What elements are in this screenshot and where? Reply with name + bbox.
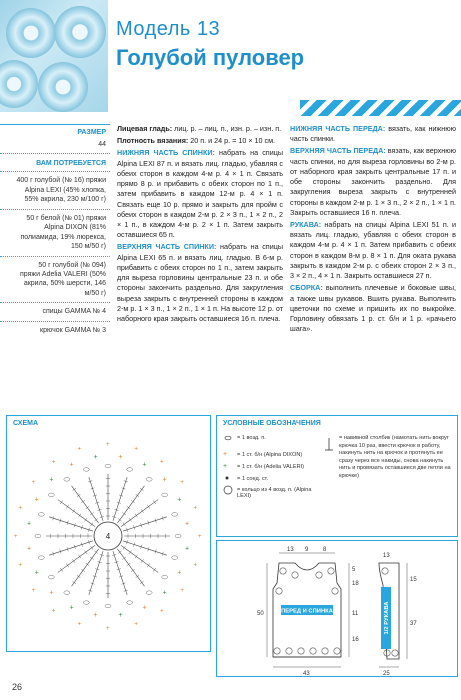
wrap-tick: [94, 551, 98, 554]
wrap-tick: [72, 581, 76, 584]
wrap-tick: [66, 564, 69, 568]
crochet-flower-image: [6, 8, 56, 58]
divider: [0, 171, 110, 172]
spoke-stitch: [58, 545, 95, 572]
wrap-tick: [140, 581, 144, 584]
section-label: НИЖНЯЯ ЧАСТЬ СПИНКИ:: [117, 148, 215, 158]
wrap-tick: [131, 569, 135, 572]
single-crochet-mark: +: [160, 608, 164, 615]
section-label: РУКАВА:: [290, 219, 322, 229]
wrap-tick: [90, 512, 94, 515]
spoke-stitch: [72, 486, 99, 523]
wrap-tick: [140, 488, 144, 491]
wrap-tick: [147, 564, 150, 568]
chain-stitch: [105, 464, 111, 468]
sc-dixon-icon: +: [223, 451, 228, 458]
materials-heading: ВАМ ПОТРЕБУЕТСЯ: [36, 160, 106, 168]
flower-position-mark: [328, 568, 334, 574]
material-item: 50 г белой (№ 01) пряжи Alpina DIXON (81% полиамида, 19% люрекса, 150 м/50 г): [20, 214, 106, 251]
wrap-tick: [118, 519, 122, 522]
wrap-tick: [91, 546, 94, 550]
single-crochet-mark: +: [51, 608, 56, 615]
single-crochet-mark: +: [14, 534, 18, 540]
crochet-schema-box: [6, 415, 211, 652]
wrap-tick: [77, 575, 81, 578]
ring-icon: [224, 486, 232, 494]
single-crochet-mark: +: [18, 562, 23, 569]
dim-label: 5: [352, 567, 356, 573]
instructions-column-2: [290, 124, 456, 336]
chain-stitch: [172, 556, 178, 560]
dim-label: 43: [303, 671, 310, 676]
chain-stitch: [38, 556, 44, 560]
wrap-tick: [129, 518, 132, 522]
section-text: вязать, как верхнюю часть спинки, но для выреза горловины во 2-м р. от наборного края закрыть центральные 17 п. и обе стороны закончить раздельно. Для закругления выреза закрыть с внутренней стороны в каждом 2-м р. 1 × 3 п., 2 × 2 п., 1 × 1 п. Закрыть оставшиеся 16 п. плеча.: [290, 146, 457, 217]
wrap-tick: [86, 506, 90, 509]
flower-position-mark: [334, 648, 340, 654]
single-crochet-mark: +: [77, 621, 82, 628]
single-crochet-mark: +: [185, 545, 190, 553]
legend-item: = кольцо из 4 возд. п. (Alpina LEXI): [237, 487, 312, 499]
wrap-tick: [141, 509, 144, 513]
chain-stitch: [175, 534, 181, 538]
chain-stitch: [146, 591, 152, 595]
dim-label: 37: [410, 621, 417, 627]
instructions-column-1: [117, 124, 283, 326]
dim-label: 11: [352, 611, 359, 617]
crochet-flower-image: [38, 62, 88, 112]
single-crochet-mark: +: [134, 446, 138, 453]
single-crochet-mark: +: [160, 459, 164, 466]
single-crochet-mark: +: [31, 479, 36, 486]
crochet-diagram: [7, 416, 210, 651]
legend-title: УСЛОВНЫЕ ОБОЗНАЧЕНИЯ: [223, 420, 321, 427]
term-text: 20 п. и 24 р. = 10 × 10 см.: [188, 136, 276, 146]
wrap-tick: [136, 575, 140, 578]
single-crochet-mark: +: [31, 588, 36, 595]
wrap-tick: [84, 518, 87, 522]
divider: [0, 153, 110, 154]
wrap-tick: [72, 559, 75, 563]
spoke-stitch: [72, 549, 99, 586]
chain-stitch: [105, 604, 111, 608]
section-label: ВЕРХНЯЯ ЧАСТЬ ПЕРЕДА:: [290, 146, 386, 156]
model-number: Модель 13: [116, 18, 221, 40]
dim-label: 8: [323, 547, 327, 553]
legend-item: = 1 возд. п.: [237, 435, 266, 441]
spoke-stitch: [121, 545, 158, 572]
chain-stitch: [127, 601, 133, 605]
legend-box: [216, 415, 458, 537]
chain-stitch: [172, 513, 178, 517]
crochet-flower-image: [54, 6, 106, 58]
chain-stitch: [64, 591, 70, 595]
dim-label: 13: [383, 553, 390, 559]
size-heading: РАЗМЕР: [77, 129, 106, 136]
single-crochet-mark: +: [69, 461, 74, 469]
spoke-stitch: [58, 500, 95, 527]
dim-label: 9: [305, 547, 309, 553]
legend-item: = 1 ст. б/н (Adelia VALERI): [237, 464, 305, 470]
divider: [0, 256, 110, 257]
pattern-schematic-box: [216, 540, 458, 677]
wrap-tick: [123, 522, 126, 526]
single-crochet-mark: +: [162, 476, 167, 484]
chain-stitch: [83, 601, 89, 605]
wrap-tick: [78, 514, 81, 518]
wrap-tick: [122, 557, 126, 560]
dim-label: 15: [410, 577, 417, 583]
wrap-tick: [78, 555, 81, 559]
single-crochet-mark: +: [77, 446, 82, 453]
wrap-tick: [136, 494, 140, 497]
flower-position-mark: [292, 572, 298, 578]
legend-note: = навивной столбик (намотать нить вокруг крючка 10 раз, ввести крючок в работу, накинуть нить на крючок и протянуть ее сразу через все накиды, снова накинуть нить и провязать оставшиеся две петли на крючке): [339, 435, 451, 479]
chain-stitch: [127, 468, 133, 472]
chain-stitch: [35, 534, 41, 538]
single-crochet-mark: +: [106, 626, 110, 632]
section-text: выполнить плечевые и боковые швы, а также швы рукавов. Вшить рукава. Выполнить цветочки по схеме и пришить их по выкройке. Горловину обвязать 1 р. ст. б/н и 1 р. «рачьего шага».: [290, 283, 456, 334]
divider: [0, 209, 110, 210]
chain-stitch: [83, 468, 89, 472]
single-crochet-mark: +: [193, 505, 198, 512]
wrap-tick: [77, 494, 81, 497]
wrap-tick: [123, 546, 126, 550]
divider: [0, 302, 110, 303]
legend-item: = 1 ст. б/н (Alpina DIXON): [237, 452, 303, 458]
model-name: Голубой пуловер: [116, 45, 305, 70]
term-label: Лицевая гладь:: [117, 124, 173, 133]
paragraph: [290, 146, 456, 218]
section-text: набрать на спицы Alpina LEXI 87 п. и вязать лиц. гладью, убавляя с обеих сторон в каждом 4-м р. 4 × 1 п. Связать прямо 8 р. и прибавить с обеих сторон по 1 п., затем прибавить в каждом 12-м р. 4 × 1 п. Связать еще 10 р. прямо и закрыть для пройм с обеих сторон в каждом 2-м р. 2 × 3 п., 1 × 2 п., 2 × 1 п., в каждом 4-м р. 2 × 1 п. Затем закрыть оставшиеся 65 п.: [117, 148, 283, 240]
single-crochet-mark: +: [185, 520, 190, 528]
single-crochet-mark: +: [34, 569, 39, 577]
size-value: 44: [98, 141, 106, 148]
section-text: набрать на спицы Alpina LEXI 51 п. и вязать лиц. гладью, убавляя с обеих сторон в каждом 4-м р. 4 × 1 п. Затем прибавить с обеих сторон в каждом 8-м р. 8 × 1 п. Для оката рукава закрыть в каждом 2-м р. с обеих сторон 2 × 3 п., 3 × 2 п., 4 × 1 п. Закрыть оставшиеся 27 п.: [290, 219, 456, 281]
chain-stitch: [64, 478, 70, 482]
flower-position-mark: [332, 588, 338, 594]
flower-position-mark: [280, 568, 286, 574]
wrap-tick: [135, 555, 138, 559]
term-label: Плотность вязания:: [117, 136, 189, 146]
material-item: спицы GAMMA № 4: [42, 308, 106, 316]
wrap-tick: [72, 488, 76, 491]
dim-label: 13: [287, 547, 294, 553]
paragraph: [117, 124, 283, 134]
single-crochet-mark: +: [106, 442, 110, 448]
term-text: лиц. р. – лиц. п., изн. р. – изн. п.: [172, 124, 282, 133]
chain-stitch: [48, 575, 54, 579]
wrap-tick: [60, 568, 63, 572]
single-crochet-mark: +: [49, 476, 54, 484]
dim-label: 50: [257, 611, 264, 617]
single-crochet-mark: +: [118, 453, 123, 461]
spoke-stitch: [117, 549, 144, 586]
legend-item: = 1 соед. ст.: [237, 476, 269, 482]
wrap-tick: [90, 557, 94, 560]
wrap-tick: [81, 500, 85, 503]
section-label: СБОРКА:: [290, 283, 323, 293]
flower-position-mark: [310, 648, 316, 654]
single-crochet-mark: +: [177, 569, 182, 577]
schema-title: СХЕМА: [13, 420, 39, 427]
single-crochet-mark: +: [93, 453, 98, 461]
flower-position-mark: [322, 648, 328, 654]
chain-stitch: [48, 493, 54, 497]
materials-sidebar: [0, 124, 110, 337]
wrap-tick: [153, 568, 156, 572]
wrap-tick: [60, 500, 63, 504]
crochet-flower-image: [0, 60, 38, 108]
single-crochet-mark: +: [180, 588, 184, 595]
flower-position-mark: [316, 572, 322, 578]
wrap-tick: [153, 500, 156, 504]
single-crochet-mark: +: [193, 562, 198, 569]
single-crochet-mark: +: [26, 545, 32, 553]
slip-stitch-icon: [226, 477, 229, 480]
flower-position-mark: [276, 588, 282, 594]
wrap-tick: [147, 505, 150, 509]
chain-stitch: [146, 478, 152, 482]
wrap-tick: [84, 550, 87, 554]
wrap-tick: [135, 514, 138, 518]
single-crochet-mark: +: [180, 479, 184, 486]
chain-stitch: [162, 493, 168, 497]
wrap-tick: [141, 559, 144, 563]
sleeve-label: 1/2 РУКАВА: [384, 601, 390, 635]
wrap-tick: [91, 522, 94, 526]
wrap-tick: [81, 569, 85, 572]
single-crochet-mark: +: [177, 496, 182, 504]
title-area: [116, 18, 456, 71]
dim-label: 18: [352, 581, 359, 587]
material-item: 400 г голубой (№ 16) пряжи Alpina LEXI (45% хлопка, 55% акрила, 230 м/100 г): [16, 177, 106, 204]
material-item: крючок GAMMA № 3: [40, 326, 106, 334]
wrap-tick: [118, 551, 122, 554]
wrap-tick: [131, 500, 135, 503]
front-back-label: ПЕРЕД И СПИНКА: [281, 608, 333, 615]
section-text: вязать, как нижнюю часть спинки.: [290, 124, 456, 144]
flower-position-mark: [274, 648, 280, 654]
single-crochet-mark: +: [26, 520, 32, 528]
wrap-tick: [122, 512, 126, 515]
flower-position-mark: [286, 648, 292, 654]
flower-position-mark: [298, 648, 304, 654]
single-crochet-mark: +: [142, 461, 147, 469]
wrap-tick: [86, 563, 90, 566]
chain-stitch: [162, 575, 168, 579]
page-number: 26: [12, 682, 23, 692]
spoke-stitch: [121, 500, 158, 527]
divider: [0, 321, 110, 322]
single-crochet-mark: +: [142, 604, 147, 612]
section-text: набрать на спицы Alpina LEXI 65 п. и вязать лиц. гладью. В 6-м р. прибавить с обеих сторон по 1 п., затем закрыть для выреза горловины центральные 23 п. и обе стороны закончить раздельно. Для закругления выреза закрыть с внутренней стороны в каждом 2-м р. 1 × 3 п., 1 × 2 п., 1 × 1 п. На высоте 12 р. от наборного края закрыть оставшиеся 16 п. плеча.: [117, 242, 284, 323]
wrap-tick: [127, 506, 131, 509]
paragraph: [290, 283, 456, 334]
single-crochet-mark: +: [34, 496, 39, 504]
wrap-tick: [66, 505, 69, 509]
single-crochet-mark: +: [69, 604, 74, 612]
wrap-tick: [94, 519, 98, 522]
section-label: НИЖНЯЯ ЧАСТЬ ПЕРЕДА:: [290, 124, 386, 133]
paragraph: [117, 242, 283, 324]
single-crochet-mark: +: [198, 534, 202, 540]
dim-label: 16: [352, 637, 359, 643]
section-label: ВЕРХНЯЯ ЧАСТЬ СПИНКИ:: [117, 242, 217, 252]
single-crochet-mark: +: [49, 589, 54, 597]
wrap-tick: [72, 509, 75, 513]
decorative-stripe: [300, 100, 461, 116]
single-crochet-mark: +: [51, 459, 56, 466]
single-crochet-mark: +: [18, 505, 23, 512]
paragraph: [290, 220, 456, 281]
single-crochet-mark: +: [162, 589, 167, 597]
material-item: 50 г голубой (№ 094) пряжи Adelia VALERI (50% акрила, 50% шерсти, 146 м/50 г): [19, 261, 106, 297]
spoke-stitch: [117, 486, 144, 523]
sc-valeri-icon: +: [223, 463, 228, 470]
dim-label: 25: [383, 671, 390, 676]
wrap-tick: [127, 563, 131, 566]
flower-position-mark: [392, 650, 398, 656]
paragraph: [290, 124, 456, 144]
chain-stitch: [38, 513, 44, 517]
paragraph: [117, 148, 283, 240]
chain-stitch-icon: [225, 436, 231, 440]
flower-position-mark: [382, 568, 388, 574]
single-crochet-mark: +: [134, 621, 138, 628]
paragraph: [117, 136, 283, 146]
single-crochet-mark: +: [118, 612, 123, 620]
wrap-tick: [129, 550, 132, 554]
sweater-photo: [0, 0, 108, 112]
center-ring-label: 4: [105, 532, 111, 541]
pattern-schematic: [217, 541, 457, 676]
single-crochet-mark: +: [93, 612, 98, 620]
